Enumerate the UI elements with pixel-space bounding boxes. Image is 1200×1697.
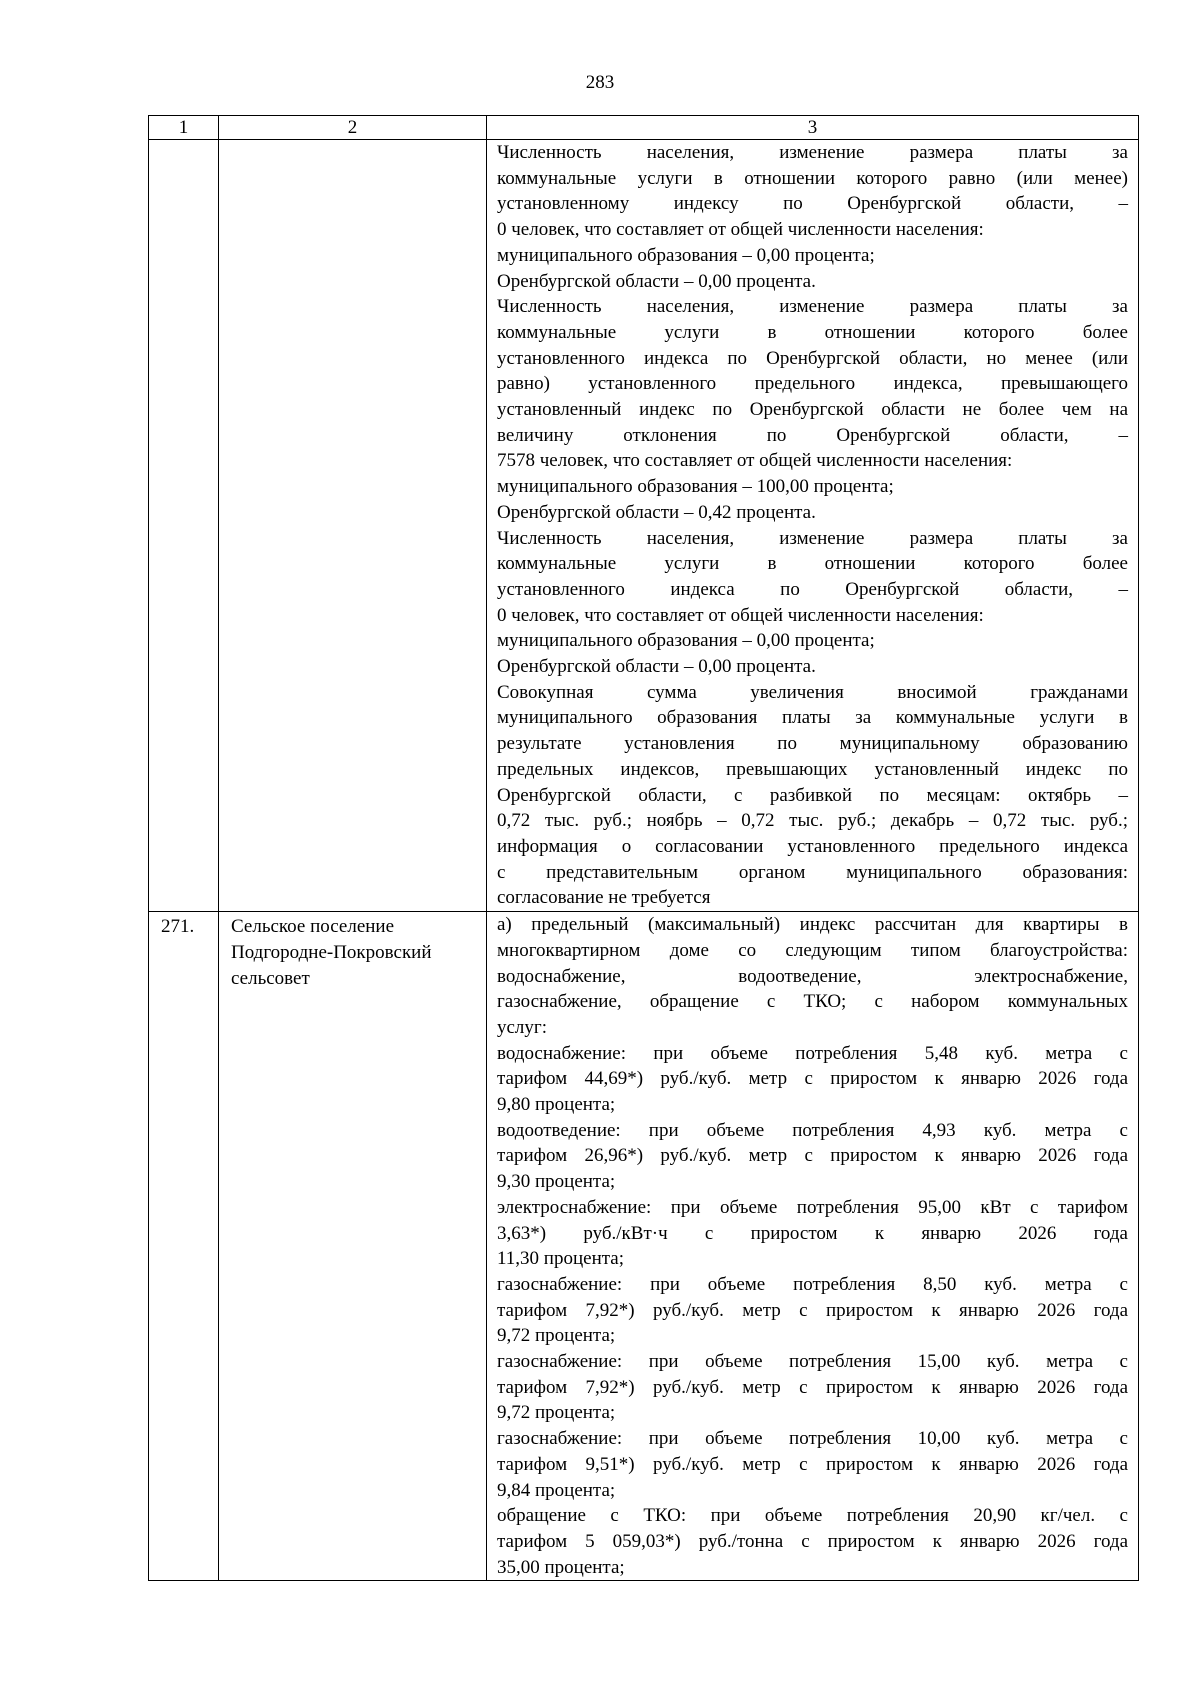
row-271-text-line: 3,63*) руб./кВт·ч с приростом к январю 2026 года [497,1222,1128,1244]
table-row-continuation [149,140,1139,912]
row-271-text-line: водоснабжение, водоотведение, электроснабжение, [497,965,1128,987]
document-table [148,115,1139,1581]
row-271-text-line: тарифом 5 059,03*) руб./тонна с приростом к январю 2026 года [497,1530,1128,1552]
continuation-text-line: коммунальные услуги в отношении которого более [497,321,1128,343]
row-271-text-line: обращение с ТКО: при объеме потребления 20,90 кг/чел. с [497,1505,1128,1527]
row-271-text-line: тарифом 9,51*) руб./куб. метр с приростом к январю 2026 года [497,1453,1128,1475]
continuation-text-line: согласование не требуется [497,887,711,909]
municipality-name-line: Подгородне-Покровский [231,941,432,963]
continuation-text-line: результате установления по муниципальному образованию [497,733,1128,755]
continuation-text-line: установленного индекса по Оренбургской области, но менее (или [497,347,1128,369]
row-271-text-line: тарифом 7,92*) руб./куб. метр с приростом к январю 2026 года [497,1299,1128,1321]
row-271-text-line: газоснабжение: при объеме потребления 8,50 куб. метра с [497,1273,1128,1295]
continuation-text-line: муниципального образования – 0,00 процента; [497,244,875,266]
continuation-text-line: установленный индекс по Оренбургской области не более чем на [497,399,1128,421]
row-271-text-line: 35,00 процента; [497,1556,625,1578]
continuation-name-cell [219,140,487,912]
continuation-text-line: Численность населения, изменение размера платы за [497,142,1128,163]
continuation-text-cell [487,140,1139,912]
continuation-text-line: коммунальные услуги в отношении которого более [497,553,1128,575]
row-271-text-line: водоснабжение: при объеме потребления 5,48 куб. метра с [497,1042,1128,1064]
page-number: 283 [585,72,615,93]
row-271-text-line: услуг: [497,1016,547,1038]
continuation-text-line: коммунальные услуги в отношении которого равно (или менее) [497,167,1128,189]
row-271-text-line: водоотведение: при объеме потребления 4,93 куб. метра с [497,1119,1128,1141]
row-271-text-line: тарифом 26,96*) руб./куб. метр с приростом к январю 2026 года [497,1145,1128,1167]
continuation-text-line: Численность населения, изменение размера платы за [497,527,1128,549]
row-271-text-line: электроснабжение: при объеме потребления 95,00 кВт с тарифом [497,1196,1128,1218]
continuation-number-cell [149,140,219,912]
table-row-271 [149,912,1139,1581]
row-271-text-line: газоснабжение, обращение с ТКО; с набором коммунальных [497,991,1128,1013]
row-271-text-line: 9,80 процента; [497,1094,616,1116]
row-text-cell [487,912,1139,1581]
row-271-text-line: 11,30 процента; [497,1248,624,1270]
continuation-text-line: равно) установленного предельного индекса, превышающего [497,373,1128,395]
continuation-text-line: Оренбургской области – 0,42 процента. [497,501,816,523]
row-271-text-line: а) предельный (максимальный) индекс рассчитан для квартиры в [497,914,1128,936]
row-271-text-line: 9,72 процента; [497,1325,616,1347]
row-271-text-line: газоснабжение: при объеме потребления 10,00 куб. метра с [497,1428,1128,1450]
row-271-text-line: 9,84 процента; [497,1479,616,1501]
continuation-text-line: 0,72 тыс. руб.; ноябрь – 0,72 тыс. руб.; декабрь – 0,72 тыс. руб.; [497,810,1128,832]
header-col-1: 1 [149,116,219,140]
row-271-text-line: тарифом 44,69*) руб./куб. метр с приростом к январю 2026 года [497,1068,1128,1090]
row-271-text-line: 9,72 процента; [497,1402,616,1424]
table-header-row [149,116,1139,140]
continuation-text-line: предельных индексов, превышающих установленный индекс по [497,758,1128,780]
continuation-text-line: муниципального образования – 0,00 процента; [497,630,875,652]
continuation-text-line: Численность населения, изменение размера платы за [497,296,1128,318]
continuation-text-line: муниципального образования платы за коммунальные услуги в [497,707,1128,729]
row-271-text-line: 9,30 процента; [497,1171,616,1193]
continuation-text-line: Оренбургской области – 0,00 процента. [497,656,816,678]
row-271-text-line: газоснабжение: при объеме потребления 15,00 куб. метра с [497,1351,1128,1373]
continuation-text-line: Оренбургской области – 0,00 процента. [497,270,816,292]
continuation-text-line: информация о согласовании установленного предельного индекса [497,835,1128,857]
row-271-text-line: тарифом 7,92*) руб./куб. метр с приростом к январю 2026 года [497,1376,1128,1398]
row-271-text-line: многоквартирном доме со следующим типом благоустройства: [497,939,1128,961]
continuation-text-line: установленного индекса по Оренбургской области, – [497,578,1128,600]
continuation-text-line: Оренбургской области, с разбивкой по месяцам: октябрь – [497,784,1128,806]
municipality-name-cell [219,912,487,1581]
header-col-2: 2 [219,116,487,140]
continuation-text-line: установленному индексу по Оренбургской области, – [497,193,1128,215]
continuation-text-line: с представительным органом муниципального образования: [497,861,1128,883]
municipality-name-line: сельсовет [231,967,310,989]
continuation-text-line: 7578 человек, что составляет от общей численности населения: [497,450,1013,472]
municipality-name-line: Сельское поселение [231,916,395,938]
continuation-text-line: муниципального образования – 100,00 процента; [497,476,894,498]
row-number-cell: 271. [149,912,219,1581]
continuation-text-line: 0 человек, что составляет от общей численности населения: [497,219,984,241]
continuation-text-line: величину отклонения по Оренбургской области, – [497,424,1128,446]
continuation-text-line: Совокупная сумма увеличения вносимой гражданами [497,681,1128,703]
header-col-3: 3 [487,116,1139,140]
continuation-text-line: 0 человек, что составляет от общей численности населения: [497,604,984,626]
